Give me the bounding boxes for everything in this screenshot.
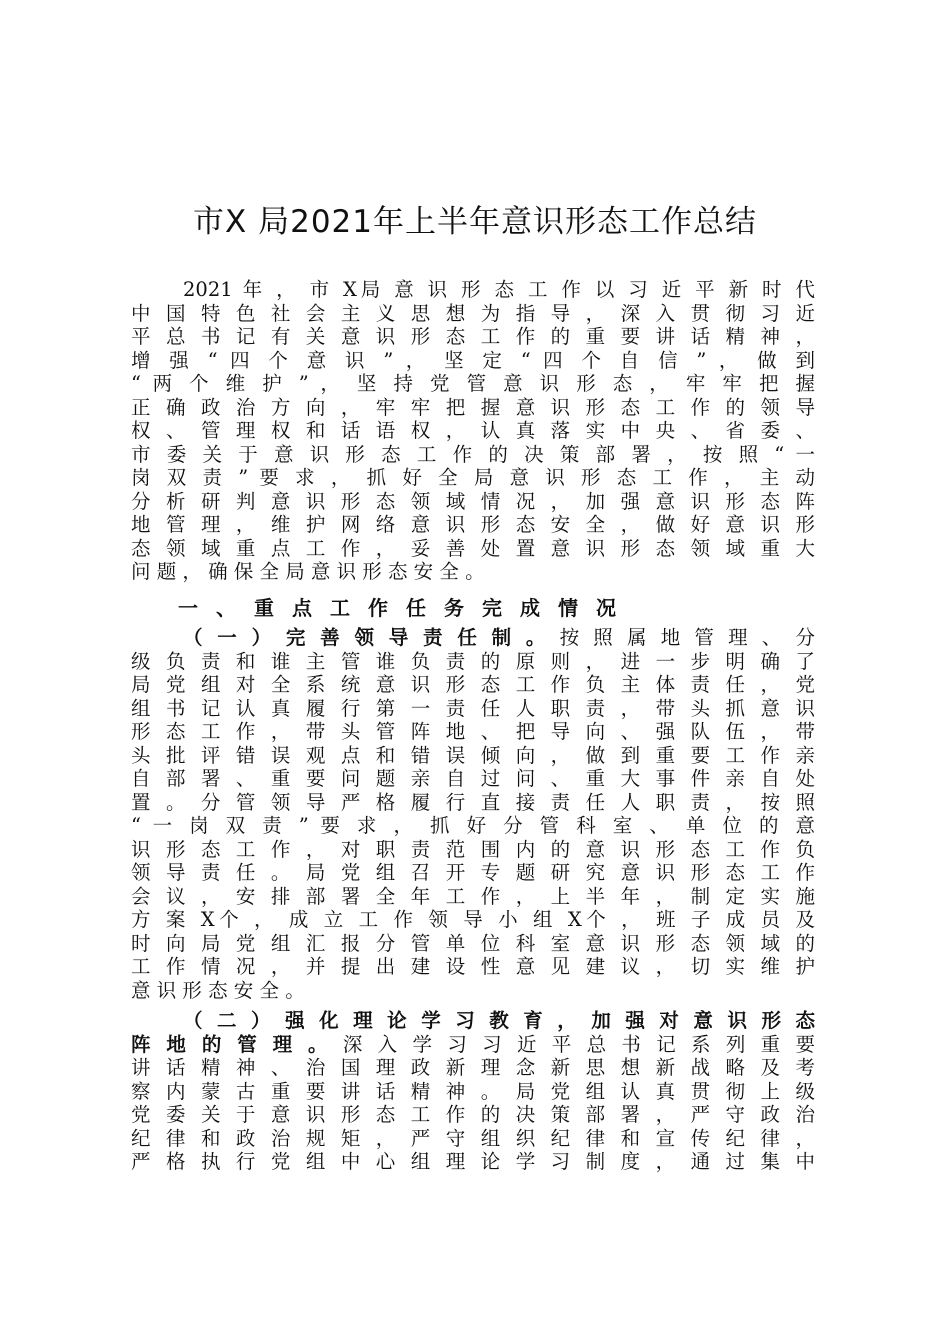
subsection-1-lines [131, 650, 815, 1003]
text-line: 自 部 署 、 重 要 问 题 亲 自 过 问 、 重 大 事 件 亲 自 处 [131, 767, 815, 790]
text-line: 岗 双 责 ” 要 求 ， 抓 好 全 局 意 识 形 态 工 作 ， 主 动 [131, 466, 815, 489]
subsection-2-lead-end: 阵 地 的 管 理 。 [131, 1032, 333, 1056]
text-line: 方 案 X个 ， 成 立 工 作 领 导 小 组 X个 ， 班 子 成 员 及 [131, 908, 815, 931]
text-line: 问 题 ， 确 保 全 局 意 识 形 态 安 全 。 [131, 560, 485, 583]
text-line: 中 国 特 色 社 会 主 义 思 想 为 指 导 ， 深 入 贯 彻 习 近 [131, 301, 815, 325]
text-line: 2021 年 ， 市 X局 意 识 形 态 工 作 以 习 近 平 新 时 代 [183, 278, 815, 301]
text-line: 头 批 评 错 误 观 点 和 错 误 倾 向 ， 做 到 重 要 工 作 亲 [131, 743, 815, 767]
text-line: 领 导 责 任 。 局 党 组 召 开 专 题 研 究 意 识 形 态 工 作 [131, 861, 815, 884]
text-line: 平 总 书 记 有 关 意 识 形 态 工 作 的 重 要 讲 话 精 神 ， [131, 325, 815, 348]
text-line: 会 议 ， 安 排 部 署 全 年 工 作 ， 上 半 年 ， 制 定 实 施 [131, 884, 815, 908]
text-line: 市 委 关 于 意 识 形 态 工 作 的 决 策 部 署 ， 按 照 “ 一 [131, 442, 815, 466]
document-title: 市X 局2021年上半年意识形态工作总结 [193, 204, 757, 240]
text-line: 纪 律 和 政 治 规 矩 ， 严 守 组 织 纪 律 和 宣 传 纪 律 ， [131, 1126, 815, 1150]
subsection-1-lead: （ 一 ） 完 善 领 导 责 任 制 。 [183, 626, 550, 649]
section-heading-1: 一、重点工作任务完成情况 [178, 596, 634, 620]
text-line: 态 领 域 重 点 工 作 ， 妥 善 处 置 意 识 形 态 领 域 重 大 [131, 536, 815, 560]
text-line: 分 析 研 判 意 识 形 态 领 域 情 况 ， 加 强 意 识 形 态 阵 [131, 489, 815, 513]
text-line: 级 负 责 和 谁 主 管 谁 负 责 的 原 则 ， 进 一 步 明 确 了 [131, 649, 815, 673]
subsection-1-first-rest: 按 照 属 地 管 理 、 分 [549, 626, 815, 649]
text-line: 组 书 记 认 真 履 行 第 一 责 任 人 职 责 ， 带 头 抓 意 识 [131, 696, 815, 720]
text-line: “ 一 岗 双 责 ” 要 求 ， 抓 好 分 管 科 室 、 单 位 的 意 [131, 814, 815, 837]
subsection-2-lines [131, 1056, 815, 1174]
text-line: 地 管 理 ， 维 护 网 络 意 识 形 态 安 全 ， 做 好 意 识 形 [131, 513, 815, 536]
subsection-2-second-line [131, 1033, 815, 1057]
text-line: 形 态 工 作 ， 带 头 管 阵 地 、 把 导 向 、 强 队 伍 ， 带 [131, 720, 815, 743]
text-line: 识 形 态 工 作 ， 对 职 责 范 围 内 的 意 识 形 态 工 作 负 [131, 837, 815, 861]
text-line: “ 两 个 维 护 ” ， 坚 持 党 管 意 识 形 态 ， 牢 牢 把 握 [131, 372, 815, 395]
text-line: 讲 话 精 神 、 治 国 理 政 新 理 念 新 思 想 新 战 略 及 考 [131, 1056, 815, 1079]
text-line: 意 识 形 态 安 全 。 [131, 978, 305, 1002]
subsection-1-paragraph [131, 626, 815, 1002]
text-line: 局 党 组 对 全 系 统 意 识 形 态 工 作 负 主 体 责 任 ， 党 [131, 673, 815, 696]
intro-paragraph [131, 278, 815, 584]
text-line: 严 格 执 行 党 组 中 心 组 理 论 学 习 制 度 ， 通 过 集 中 [131, 1150, 815, 1173]
subsection-2-second-rest: 深 入 学 习 习 近 平 总 书 记 系 列 重 要 [332, 1032, 815, 1056]
text-line: 党 委 关 于 意 识 形 态 工 作 的 决 策 部 署 ， 严 守 政 治 [131, 1103, 815, 1126]
text-line: 察 内 蒙 古 重 要 讲 话 精 神 。 局 党 组 认 真 贯 彻 上 级 [131, 1079, 815, 1103]
subsection-1-first-line [131, 626, 815, 650]
text-line: 置 。 分 管 领 导 严 格 履 行 直 接 责 任 人 职 责 ， 按 照 [131, 790, 815, 814]
subsection-2-paragraph [131, 1009, 815, 1174]
subsection-2-lead-line: （ 二 ） 强 化 理 论 学 习 教 育 ， 加 强 对 意 识 形 态 [183, 1009, 815, 1032]
text-line: 正 确 政 治 方 向 ， 牢 牢 把 握 意 识 形 态 工 作 的 领 导 [131, 395, 815, 419]
text-line: 增 强 “ 四 个 意 识 ” ， 坚 定 “ 四 个 自 信 ” ， 做 到 [131, 348, 815, 372]
text-line: 权 、 管 理 权 和 话 语 权 ， 认 真 落 实 中 央 、 省 委 、 [131, 419, 815, 442]
text-line: 时 向 局 党 组 汇 报 分 管 单 位 科 室 意 识 形 态 领 域 的 [131, 931, 815, 955]
text-line: 工 作 情 况 ， 并 提 出 建 设 性 意 见 建 议 ， 切 实 维 护 [131, 955, 815, 978]
